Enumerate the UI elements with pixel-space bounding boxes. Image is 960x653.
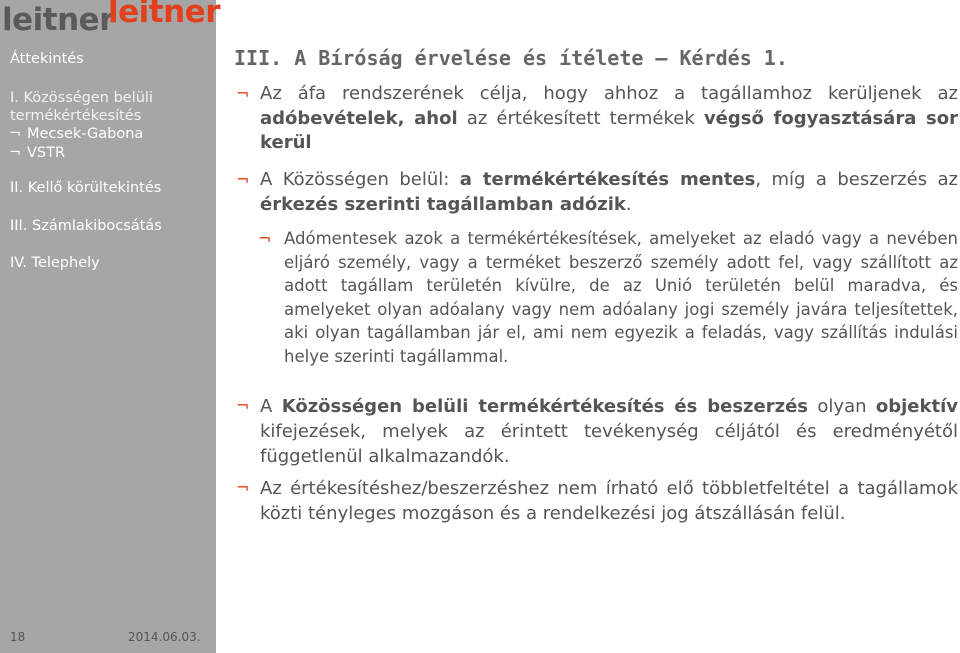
text-run: A Közösségen belül:: [260, 169, 460, 190]
footer-date: 2014.06.03.: [128, 630, 201, 644]
bullet-paragraph: [236, 168, 960, 224]
bold-text-run: érkezés szerinti tagállamban adózik: [260, 193, 626, 215]
sidebar: [0, 0, 220, 653]
sidebar-subitem-label: VSTR: [27, 145, 66, 161]
bold-text-run: a termékértékesítés mentes: [459, 169, 756, 190]
paragraph-text: [260, 168, 958, 217]
bullet-marker-icon: ¬: [236, 170, 250, 189]
sidebar-item-attekintes[interactable]: Áttekintés: [10, 51, 84, 67]
sidebar-item-kozossegen-beluli[interactable]: I. Közösségen belüli termékértékesítés: [10, 90, 153, 124]
bullet-marker-icon: ¬: [236, 396, 250, 415]
bullet-marker-icon: ¬: [236, 84, 250, 103]
bullet-marker-icon: ¬: [9, 145, 22, 161]
text-run: az értékesített termékek: [457, 107, 704, 129]
bold-text-run: objektív: [875, 396, 958, 417]
text-run: Az áfa rendszerének célja, hogy ahhoz a tagállamhoz kerüljenek az: [260, 83, 958, 104]
bullet-marker-icon: ¬: [236, 478, 250, 497]
logo-word-red: leitner: [108, 0, 220, 30]
text-run: , míg a beszerzés az: [755, 169, 958, 190]
sidebar-subitem-label: Mecsek-Gabona: [27, 126, 144, 142]
text-run: kifejezések, melyek az érintett tevékenység céljától és eredményétől függetlenül alkalmazandók.: [260, 421, 958, 467]
text-run: Az értékesítéshez/beszerzéshez nem írható elő többletfeltétel a tagállamok közti tényleges mozgáson és a rendelkezési jog átszállásán felül.: [260, 478, 958, 524]
sidebar-subitem-vstr[interactable]: [9, 144, 66, 162]
page-title: III. A Bíróság érvelése és ítélete – Kérdés 1.: [234, 46, 788, 70]
bullet-paragraph: [236, 82, 960, 162]
bold-text-run: végső fogyasztására sor kerül: [260, 107, 959, 154]
text-run: Adómentesek azok a termékértékesítések, amelyeket az eladó vagy a nevében eljáró személy, vagy a terméket beszerző személy adott fel, vagy szállított az adott tagállam területén kívülre, de az Unió területén belül maradva, és amelyeket olyan adóalany vagy nem adóalany jogi személy javára teljesítettek, aki olyan tagállamban jár el, ami nem egyezik a feladás, vagy szállítás indulási helye szerinti tagállammal.: [284, 229, 958, 366]
paragraph-text: [284, 227, 958, 368]
bullet-marker-icon: ¬: [9, 126, 22, 142]
paragraph-text: [260, 476, 958, 526]
bold-text-run: adóbevételek, ahol: [260, 107, 458, 129]
paragraph-text: [260, 82, 958, 156]
page-number: 18: [10, 630, 26, 644]
sidebar-item-kello-korultekintes[interactable]: II. Kellő körültekintés: [10, 180, 162, 196]
logo-word-gray: leitner: [2, 2, 114, 38]
bullet-paragraph: [236, 476, 960, 556]
text-run: olyan: [808, 396, 876, 417]
sidebar-item-telephely[interactable]: IV. Telephely: [10, 255, 100, 271]
text-run: A: [260, 396, 282, 417]
sidebar-subitem-mecsek-gabona[interactable]: [9, 125, 144, 143]
bullet-paragraph: [236, 394, 960, 474]
sub-bullet-paragraph: [258, 227, 960, 387]
paragraph-text: [260, 394, 958, 469]
leitner-logo: [0, 0, 240, 40]
bullet-marker-icon: ¬: [258, 229, 272, 248]
bold-text-run: Közösségen belüli termékértékesítés és beszerzés: [281, 396, 809, 417]
text-run: .: [625, 193, 632, 215]
sidebar-item-szamlakibocsatas[interactable]: III. Számlakibocsátás: [10, 218, 162, 234]
